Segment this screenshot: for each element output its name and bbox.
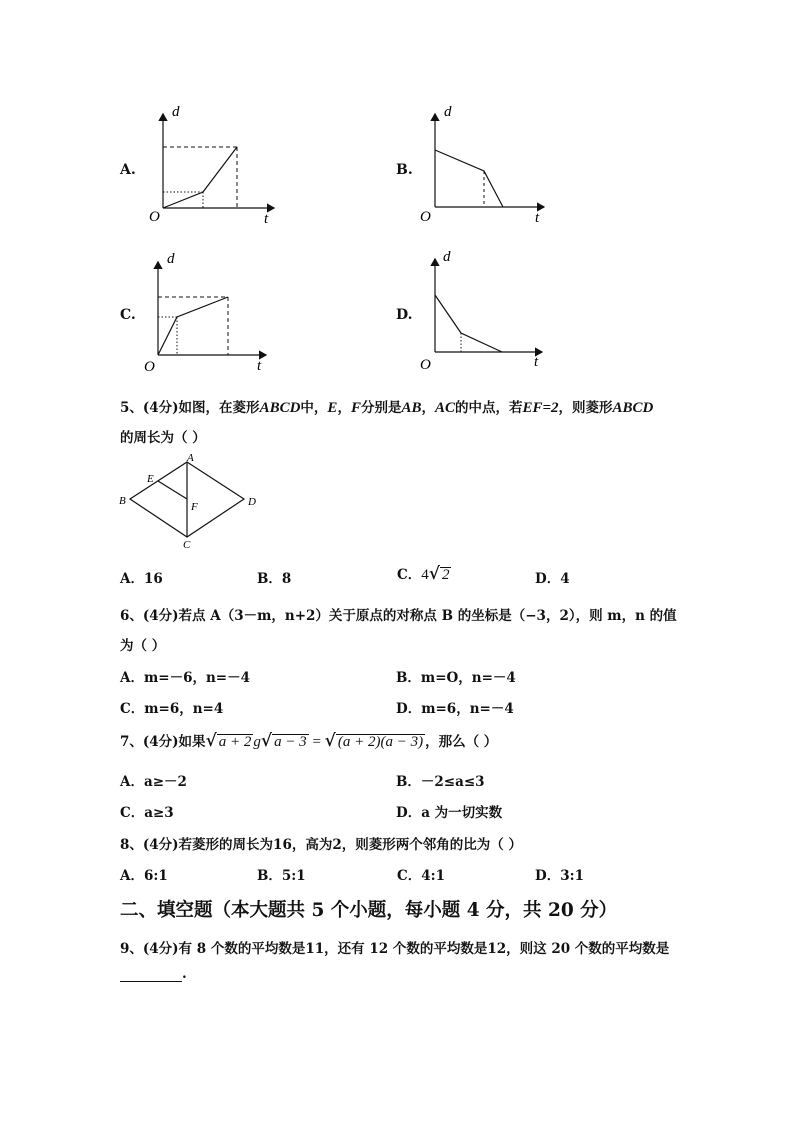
graph-a-label: A. — [120, 162, 136, 178]
point-e-label: E — [147, 473, 154, 485]
q8-line: 8、(4分)若菱形的周长为16，高为2，则菱形两个邻角的比为（ ） — [120, 837, 522, 853]
q7-option-c[interactable]: C．a≥3 — [120, 805, 174, 821]
graph-c — [140, 248, 290, 383]
q7-option-b[interactable]: B．－2≤a≤3 — [396, 774, 485, 790]
q5-line-2: 的周长为（ ） — [120, 430, 206, 446]
rhombus-figure — [114, 450, 264, 555]
x-axis-label: t — [264, 211, 269, 227]
y-axis-label: d — [167, 251, 175, 267]
graph-a — [140, 100, 290, 235]
q8-option-c[interactable]: C．4:1 — [397, 868, 446, 884]
graph-line — [158, 297, 228, 355]
section-2-title: 二、填空题（本大题共 5 个小题，每小题 4 分，共 20 分） — [120, 900, 618, 921]
graph-line — [435, 295, 502, 352]
q6-option-a[interactable]: A．m=－6，n=－4 — [120, 670, 250, 686]
q6-line-1: 6、(4分)若点 A（3－m，n+2）关于原点的对称点 B 的坐标是（−3，2），则 m，n 的值 — [120, 608, 677, 624]
graph-c-label: C. — [120, 307, 136, 323]
graph-line — [435, 150, 503, 207]
q9-line-2: . — [120, 966, 187, 982]
q8-option-b[interactable]: B．5:1 — [257, 868, 306, 884]
q5-option-b[interactable]: B．8 — [257, 571, 292, 587]
q9-answer-blank[interactable] — [120, 967, 182, 982]
q8-option-d[interactable]: D．3:1 — [535, 868, 584, 884]
point-b-label: B — [119, 495, 126, 507]
segment-ef — [158, 481, 187, 499]
q8-option-a[interactable]: A．6:1 — [120, 868, 168, 884]
y-axis-label: d — [172, 104, 180, 120]
x-axis-label: t — [535, 210, 540, 226]
graph-b — [414, 100, 564, 235]
point-d-label: D — [248, 496, 256, 508]
q7-line: 7、(4分)如果√ a + 2 g√ a − 3 = √ (a + 2)(a − 3) ，那么（ ） — [120, 731, 498, 751]
q6-line-2: 为（ ） — [120, 638, 166, 654]
origin-label: O — [144, 359, 155, 375]
origin-label: O — [149, 209, 160, 225]
q7-option-d[interactable]: D．a 为一切实数 — [396, 805, 503, 821]
q5-option-c[interactable]: C．4√ 2 — [397, 564, 450, 584]
x-axis-label: t — [534, 354, 539, 370]
q6-option-b[interactable]: B．m=O，n=－4 — [396, 670, 516, 686]
origin-label: O — [420, 209, 431, 225]
graph-b-label: B. — [396, 162, 413, 178]
graph-d — [414, 248, 564, 383]
graph-line — [163, 147, 237, 208]
q5-line-1: 5、(4分)如图，在菱形ABCD中，E，F分别是AB，AC的中点，若EF=2，则菱形ABCD — [120, 400, 654, 416]
q9-line-1: 9、(4分)有 8 个数的平均数是11，还有 12 个数的平均数是12，则这 20 个数的平均数是 — [120, 941, 670, 957]
origin-label: O — [420, 357, 431, 373]
q5-option-a[interactable]: A．16 — [120, 571, 163, 587]
point-c-label: C — [183, 539, 191, 551]
q6-option-c[interactable]: C．m=6，n=4 — [120, 701, 224, 717]
y-axis-label: d — [443, 249, 451, 265]
point-a-label: A — [187, 452, 194, 464]
graph-d-label: D. — [396, 307, 413, 323]
q5-option-d[interactable]: D．4 — [535, 571, 570, 587]
q6-option-d[interactable]: D．m=6，n=－4 — [396, 701, 514, 717]
x-axis-label: t — [257, 358, 262, 374]
y-axis-label: d — [444, 104, 452, 120]
q7-option-a[interactable]: A．a≥－2 — [120, 774, 187, 790]
point-f-label: F — [191, 501, 198, 513]
